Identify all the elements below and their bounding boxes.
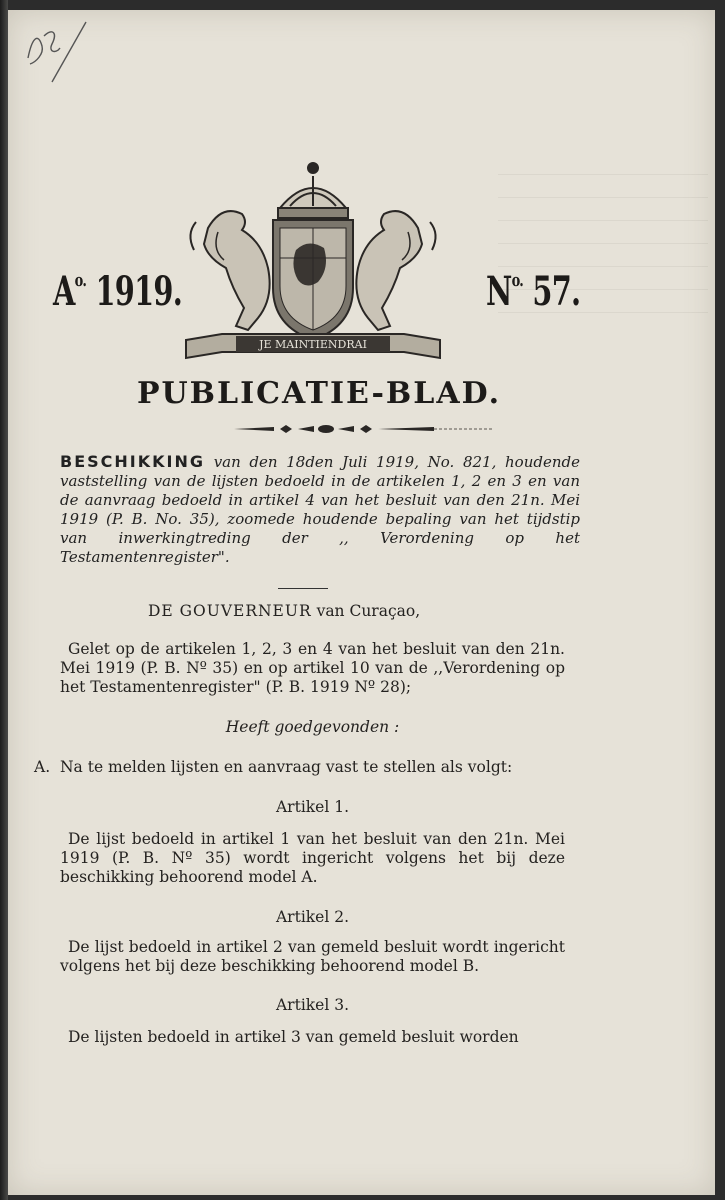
article-3-heading: Artikel 3. — [275, 996, 350, 1014]
decree-title — [60, 452, 580, 567]
coat-of-arms-icon — [178, 158, 448, 368]
masthead-title: PUBLICATIE-BLAD. — [136, 376, 502, 411]
article-1-text: De lijst bedoeld in artikel 1 van het besluit van den 21n. Mei 1919 (P. B. Nº 35) wordt ingericht volgens het bij deze beschikking behoorend model A. — [60, 830, 565, 886]
document-page — [8, 10, 715, 1195]
motto-text: JE MAINTIENDRAI — [259, 338, 367, 351]
decree-title-lead: BESCHIKKING — [60, 452, 206, 471]
clause-a-text: Na te melden lijsten en aanvraag vast te stellen als volgt: — [59, 758, 513, 776]
publication-year: $A^{o.}$ 1919. — [53, 268, 183, 315]
gelet-paragraph: Gelet op de artikelen 1, 2, 3 en 4 van het besluit van den 21n. Mei 1919 (P. B. Nº 35) en op artikel 10 van de ,,Verordening op het Testamentenregister" (P. B. 1919 Nº 28); — [60, 640, 565, 696]
article-3-text: De lijsten bedoeld in artikel 3 van gemeld besluit worden — [68, 1028, 519, 1046]
article-1-heading: Artikel 1. — [275, 798, 350, 816]
article-2-text: De lijst bedoeld in artikel 2 van gemeld besluit wordt ingericht volgens het bij deze beschikking behoorend model B. — [60, 938, 565, 975]
clause-a — [34, 758, 574, 777]
article-2-heading: Artikel 2. — [275, 908, 350, 926]
heeft-goedgevonden: Heeft goedgevonden : — [225, 718, 400, 736]
book-spine — [0, 0, 8, 1200]
clause-a-label: A. — [34, 758, 51, 776]
section-divider — [278, 588, 328, 589]
publication-number: $N^{o.}$ 57. — [486, 268, 581, 315]
bleed-through-text — [498, 130, 708, 390]
decree-title-text: van den 18den Juli 1919, No. 821, houdende vaststelling van de lijsten bedoeld in de artikelen 1, 2 en 3 en van de aanvraag bedoeld in artikel 4 van het besluit van den 21n. Mei 1919 (P. B. No. 35), zoomede houdende bepaling van het tijdstip van inwerkingtreding der ,, Verordening op het Testamentenregister". — [60, 453, 580, 566]
pencil-annotation — [22, 18, 92, 88]
ornament-divider-icon — [234, 422, 494, 436]
governor-heading: DE GOUVERNEUR van Curaçao, — [148, 602, 421, 620]
